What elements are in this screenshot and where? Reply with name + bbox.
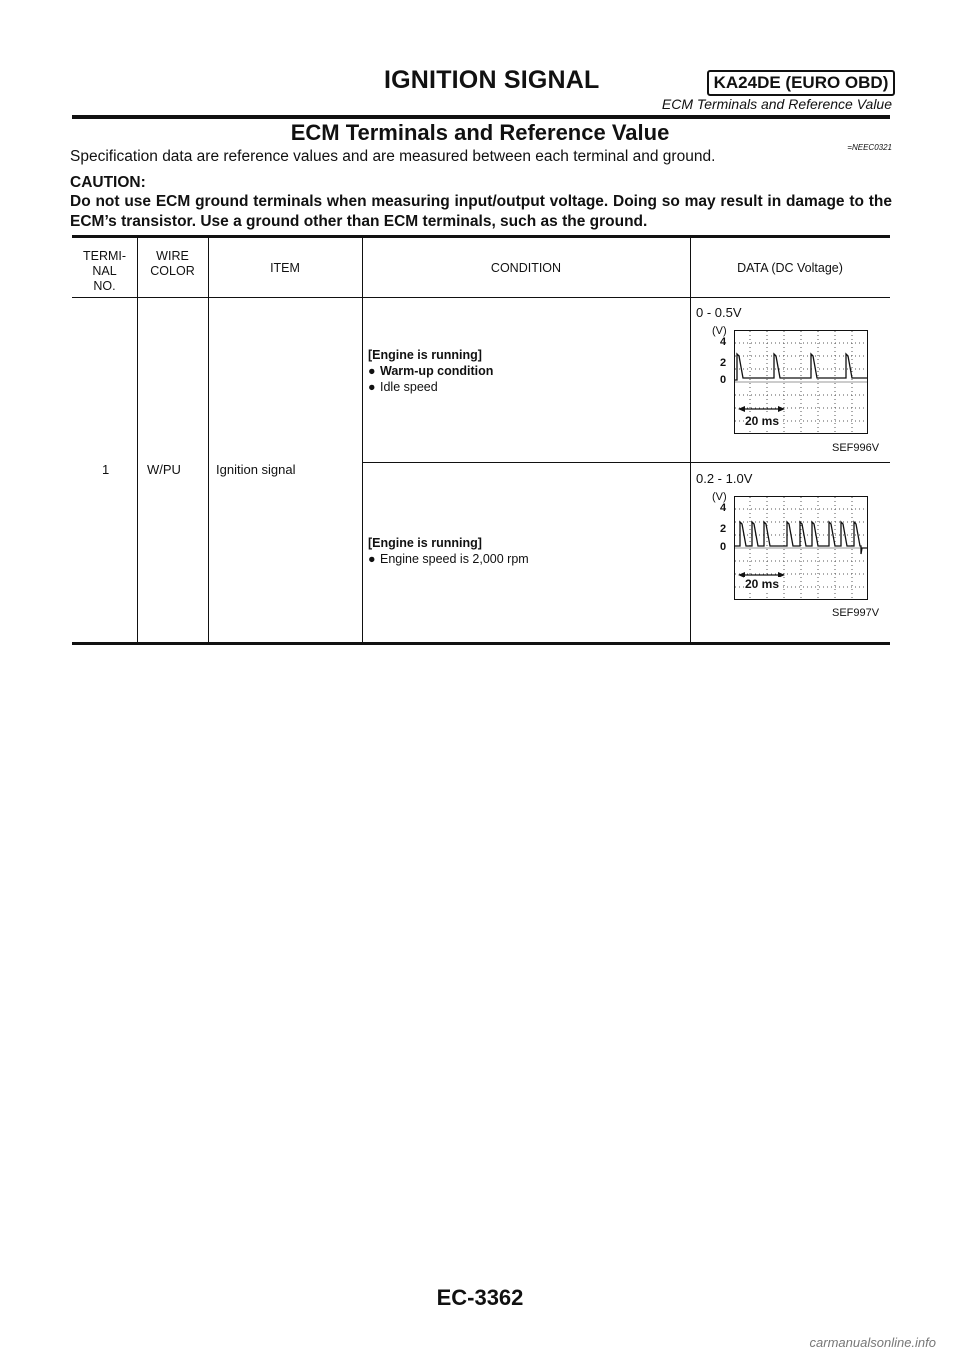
scope1-y0: 0 <box>720 374 727 386</box>
scope2-timebase: 20 ms <box>745 577 780 591</box>
col-divider-2 <box>208 238 209 642</box>
header-title: IGNITION SIGNAL <box>384 66 600 94</box>
scope1-timebase: 20 ms <box>745 414 780 428</box>
cell-wire-color: W/PU <box>147 462 181 477</box>
value-idle: 0 - 0.5V <box>696 305 742 320</box>
cell-terminal-no: 1 <box>102 462 110 477</box>
cell-item: Ignition signal <box>216 462 296 477</box>
scope2-y0: 0 <box>720 541 727 553</box>
table-bottom-rule <box>72 642 890 645</box>
row-separator <box>362 462 890 463</box>
header-item: ITEM <box>270 261 300 275</box>
header-rule <box>72 115 890 119</box>
figure-id-sef997v: SEF997V <box>832 607 880 619</box>
condition-2000rpm: [Engine is running] ● Engine speed is 2,000 rpm <box>368 536 529 566</box>
header-separator <box>72 297 890 298</box>
scope1-unit-label: (V) <box>712 325 727 337</box>
section-code: =NEEC0321 <box>847 143 892 152</box>
scope2-y4: 4 <box>720 502 727 514</box>
scope1-y4: 4 <box>720 336 727 348</box>
header-wire-color: WIRE COLOR <box>150 249 195 278</box>
caution-heading: CAUTION: <box>70 174 146 191</box>
col-divider-1 <box>137 238 138 642</box>
scope2-unit-label: (V) <box>712 491 727 503</box>
bullet-icon: ● <box>368 380 376 394</box>
header-subtitle: ECM Terminals and Reference Value <box>661 96 892 112</box>
value-2000rpm: 0.2 - 1.0V <box>696 471 753 486</box>
header-terminal-no: TERMI- NAL NO. <box>82 249 127 293</box>
scope1-y2: 2 <box>720 357 727 369</box>
header-data: DATA (DC Voltage) <box>737 261 843 275</box>
section-title: ECM Terminals and Reference Value <box>290 120 670 145</box>
condition-idle: [Engine is running] ● Warm-up condition ● Idle speed <box>368 348 494 394</box>
header-condition: CONDITION <box>490 261 562 275</box>
page-number: EC-3362 <box>436 1285 524 1310</box>
scope2-y2: 2 <box>720 523 727 535</box>
condition-heading: [Engine is running] <box>368 536 482 550</box>
col-divider-4 <box>690 238 691 642</box>
bullet-icon: ● <box>368 364 376 378</box>
col-divider-3 <box>362 238 363 642</box>
table-top-rule <box>72 235 890 238</box>
engine-badge: KA24DE (EURO OBD) <box>707 70 895 96</box>
watermark: carmanualsonline.info <box>809 1335 936 1350</box>
figure-id-sef996v: SEF996V <box>832 442 880 454</box>
condition-heading: [Engine is running] <box>368 348 482 362</box>
spec-note: Specification data are reference values and are measured between each terminal and ground. <box>70 148 716 165</box>
bullet-icon: ● <box>368 552 376 566</box>
caution-text: Do not use ECM ground terminals when measuring input/output voltage. Doing so may result in damage to the ECM’s transistor. Use a ground other than ECM terminals, such as the ground. <box>70 193 892 230</box>
